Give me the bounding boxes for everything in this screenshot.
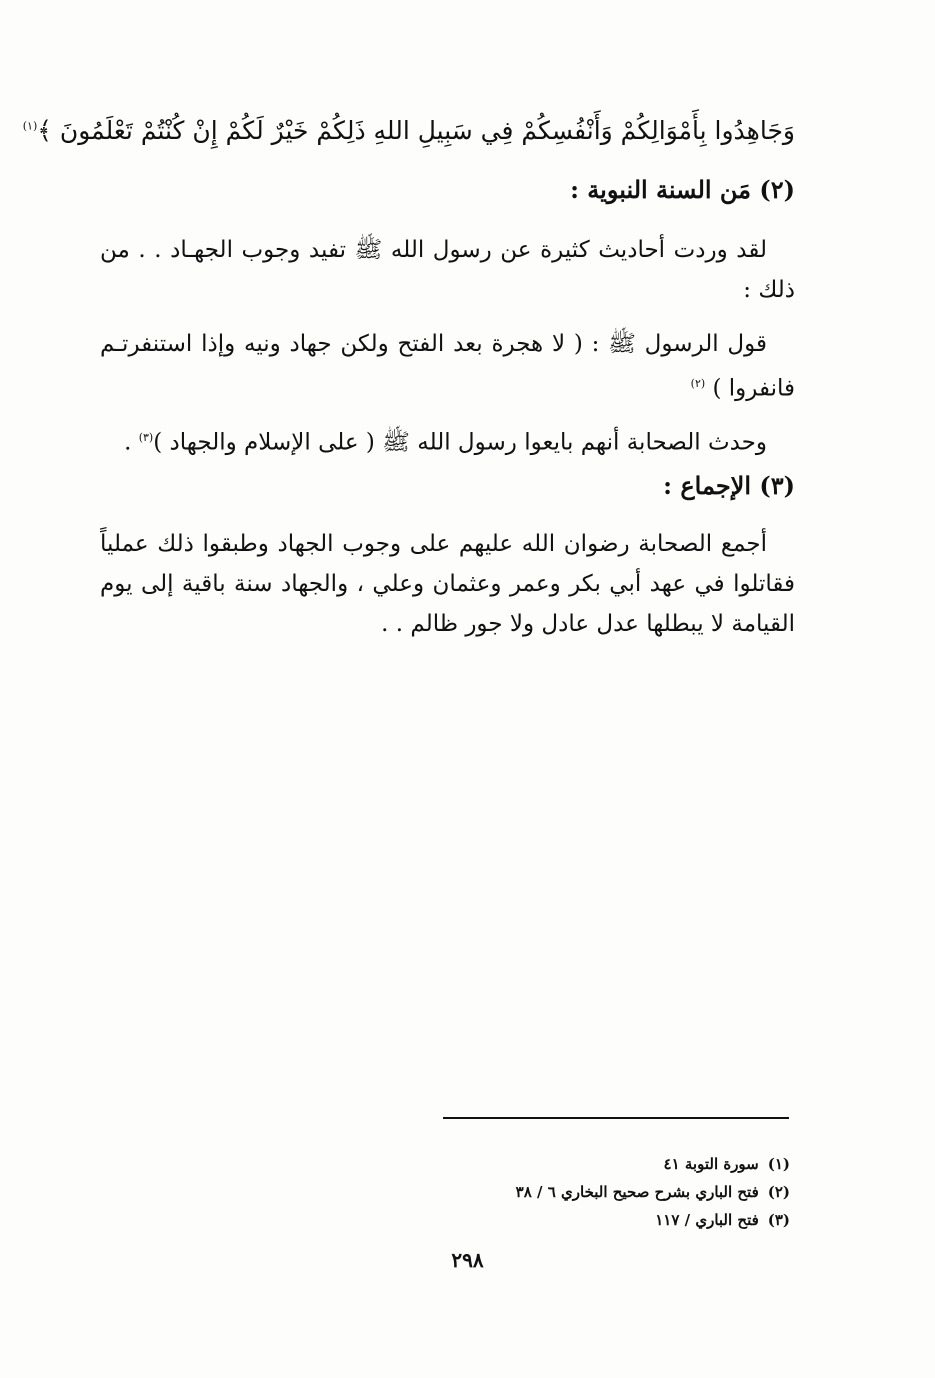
pledge-end-mark: .: [124, 429, 139, 456]
footnote-text: فتح الباري / ١١٧: [655, 1211, 759, 1229]
footnote-separator: [443, 1117, 789, 1119]
heading-ijma: (٣) الإجماع :: [663, 471, 795, 500]
paragraph-hadiths-intro: لقد وردت أحاديث كثيرة عن رسول الله ﷺ تفيد وجوب الجهـاد . . من ذلك :: [100, 237, 795, 303]
paragraph-ijma: أجمع الصحابة رضوان الله عليهم على وجوب الجهاد وطبقوا ذلك عملياً فقاتلوا في عهد أبي بكر وعمر وعثمان وعلي ، والجهاد سنة باقية إلى يوم القيامة لا يبطلها عدل عادل ولا جور ظالم . .: [100, 531, 795, 637]
footnote-number: (٢): [767, 1183, 790, 1201]
hadith-footnote-ref: (٢): [690, 377, 706, 390]
quran-verse-line: [23, 118, 795, 143]
verse-footnote-ref: (١): [22, 119, 38, 133]
verse-text: وَجَاهِدُوا بِأَمْوَالِكُمْ وَأَنْفُسِكُمْ فِي سَبِيلِ اللهِ ذَلِكُمْ خَيْرٌ لَكُمْ إِنْ كُنْتُمْ تَعْلَمُونَ ﴾: [37, 116, 795, 145]
heading-sunnah: (٢) مَن السنة النبوية :: [570, 175, 795, 204]
pledge-text: وحدث الصحابة أنهم بايعوا رسول الله ﷺ ( على الإسلام والجهاد ): [153, 429, 767, 456]
footnote-number: (١): [767, 1155, 790, 1173]
footnote-item: [516, 1206, 790, 1234]
footnote-number: (٣): [767, 1211, 790, 1229]
footnote-text: سورة التوبة ٤١: [663, 1155, 759, 1173]
hadith-quote-text: قول الرسول ﷺ : ( لا هجرة بعد الفتح ولكن جهاد ونيه وإذا استنفرتـم فانفروا ): [100, 331, 795, 402]
footnote-item: [516, 1178, 790, 1206]
footnote-item: [516, 1150, 790, 1178]
paragraph-companions-pledge: [100, 418, 795, 463]
paragraph-hadith-quote: [100, 324, 795, 409]
footnotes: [516, 1150, 790, 1234]
footnote-text: فتح الباري بشرح صحيح البخاري ٦ / ٣٨: [515, 1183, 759, 1201]
pledge-footnote-ref: (٣): [138, 431, 154, 444]
page-number: ٢٩٨: [451, 1248, 484, 1272]
